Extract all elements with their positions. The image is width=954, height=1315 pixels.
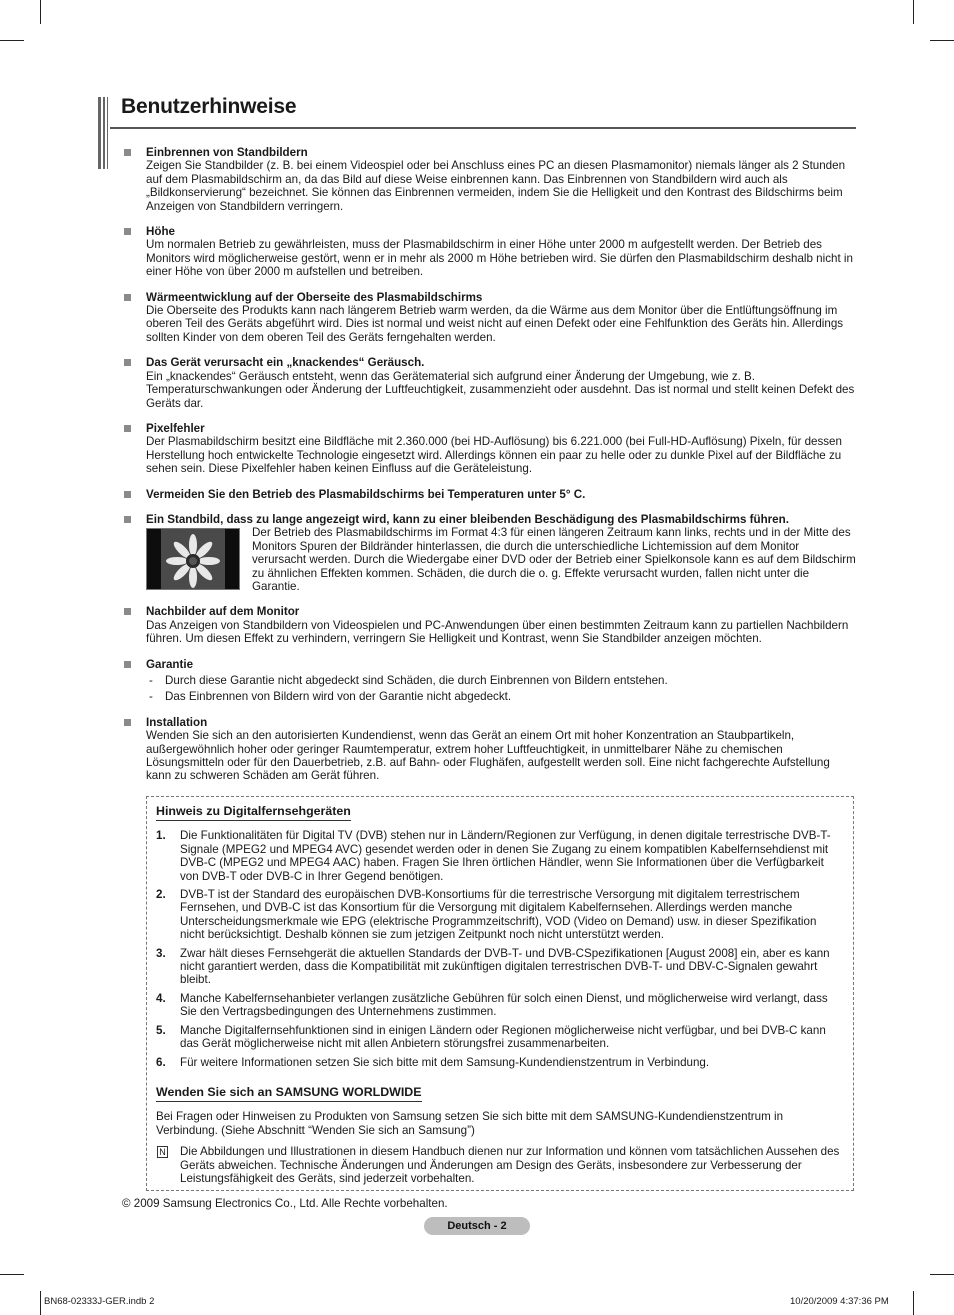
note-text: Die Abbildungen und Illustrationen in diesem Handbuch dienen nur zur Information und können vom tatsächlichen Aussehen des Geräts abweichen. Technische Änderungen und Änderungen am Design des Geräts, insbesondere zur Verbesserung der Leistungsfähigkeit des Geräts, sind jederzeit vorbehalten. (180, 1145, 840, 1185)
bullet-square-icon (124, 149, 131, 156)
list-item: 5. Manche Digitalfernsehfunktionen sind in einigen Ländern oder Regionen möglicherweise nicht verfügbar, und bei DVB-C kann das Gerät möglicherweise nicht mit allen Anbietern störungsfrei zusammenarbeiten. (156, 1023, 826, 1051)
worldwide-body: Bei Fragen oder Hinweisen zu Produkten von Samsung setzen Sie sich bitte mit dem SAMSUNG-Kundendienstzentrum in Verbindung. (Siehe Abschnitt “Wenden Sie sich an Samsung”) (156, 1110, 784, 1137)
section-temperature (122, 488, 856, 501)
section-afterimage (122, 605, 856, 645)
section-body: Wenden Sie sich an den autorisierten Kundendienst, wenn das Gerät an einem Ort mit hoher Konzentration an Staubpartikeln, außergewöhnlich hoher oder geringer Raumtemperatur, extrem hoher Luftfeuchtigkeit, in unmittelbarer Nähe zu chemischen Lösungsmitteln oder für den Dauerbetrieb, z.B. auf Bahn- oder Flughäfen, aufgestellt werden soll. Eine nicht fachgerechte Aufstellung kann zu schweren Schäden am Gerät führen. (146, 729, 830, 783)
bullet-square-icon (124, 228, 131, 235)
crop-mark (913, 0, 914, 24)
section-body: Ein „knackendes“ Geräusch entsteht, wenn das Gerätematerial sich aufgrund einer Änderung der Umgebung, wie z. B. Temperaturschwankungen oder Änderung der Luftfeuchtigkeit, zusammenzieht oder ausdehnt. Das ist normal und stellt keinen Defekt des Geräts dar. (146, 369, 855, 410)
list-item: - Das Einbrennen von Bildern wird von der Garantie nicht abgedeckt. (149, 690, 512, 704)
notice-heading: Hinweis zu Digitalfernsehgeräten (156, 805, 351, 821)
notice-list (156, 829, 843, 1069)
section-body: Der Plasmabildschirm besitzt eine Bildfläche mit 2.360.000 (bei HD-Auflösung) bis 6.221.000 (bei Full-HD-Auflösung) Pixeln, für dessen Herstellung hoch entwickelte Technologie eingesetzt wird. Allerdings können ein paar zu helle oder zu dunkle Pixel auf der Bildfläche zu sehen sein. Diese Pixelfehler haben keinen Einfluss auf die Geräteleistung. (146, 435, 842, 476)
section-heading: Installation (146, 715, 208, 729)
section-heading: Nachbilder auf dem Monitor (146, 605, 300, 619)
section-body: Das Anzeigen von Standbildern von Videospielen und PC-Anwendungen über einen bestimmten Zeitraum kann zu partiellen Nachbildern führen. Um diesen Effekt zu verhindern, verringern Sie Helligkeit und Kontrast, wenn Sie Standbilder anzeigen möchten. (146, 618, 849, 646)
section-heading: Vermeiden Sie den Betrieb des Plasmabildschirms bei Temperaturen unter 5° C. (146, 487, 586, 501)
crop-mark (40, 0, 41, 24)
list-item: 6. Für weitere Informationen setzen Sie sich bitte mit dem Samsung-Kundendienstzentrum in Verbindung. (156, 1055, 710, 1069)
list-item: 1. Die Funktionalitäten für Digital TV (DVB) stehen nur in Ländern/Regionen zur Verfügung, in denen digitale terrestrische DVB-T-Signale (MPEG2 und MPEG4 AVC) gesendet werden oder in denen Sie Zugang zu einem kompatiblen Kabelfernsehdienst mit DVB-C (MPEG2 und MPEG4 AAC) haben. Fragen Sie Ihren örtlichen Händler, wenn Sie Informationen über die Verfügbarkeit von DVB-T oder DVB-C in Ihrer Gegend benötigen. (156, 829, 831, 883)
section-burn-in (122, 146, 856, 213)
list-item: 3. Zwar hält dieses Fernsehgerät die aktuellen Standards der DVB-T- und DVB-CSpezifikationen [August 2008] ein, aber es kann nicht garantiert werden, dass die Kompatibilität mit zukünftigen digitalen terrestrischen DVB-T- und DBV-C-Signalen gewahrt bleibt. (156, 946, 830, 987)
flower-screen-image (146, 528, 240, 590)
crop-mark (913, 1291, 914, 1315)
bullet-square-icon (124, 491, 131, 498)
bullet-square-icon (124, 719, 131, 726)
section-heading: Wärmeentwicklung auf der Oberseite des Plasmabildschirms (146, 290, 483, 304)
note-icon: N (157, 1146, 168, 1158)
section-heading: Pixelfehler (146, 421, 205, 435)
list-item: 4. Manche Kabelfernsehanbieter verlangen zusätzliche Gebühren für solch einen Dienst, und möglicherweise wird verlangt, dass Sie den Vertragsbedingungen des Unternehmens zustimmen. (156, 991, 828, 1019)
list-item: 2. DVB-T ist der Standard des europäischen DVB-Konsortiums für die terrestrische Versorgung mit digitalem terrestrischem Fernsehen, und DVB-C ist das Konsortium für die Versorgung mit digitalem Kabelfernsehen. Allerdings werden manche Unterscheidungsmerkmale wie EPG (elektrische Programmzeitschrift), VOD (Video on Demand) usw. in dieser Spezifikation nicht berücksichtigt. Deshalb können sie zum jetzigen Zeitpunkt noch nicht unterstützt werden. (156, 888, 817, 942)
section-warranty (122, 658, 856, 704)
section-body: Die Oberseite des Produkts kann nach längerem Betrieb warm werden, da die Wärme aus dem Monitor über die Entlüftungsöffnung im oberen Teil des Geräts abgeführt wird. Dies ist normal und weist nicht auf einen Defekt oder eine Fehlfunktion des Geräts hin. Allerdings sollten Kinder von dem oberen Teil des Geräts ferngehalten werden. (146, 304, 844, 344)
bullet-square-icon (124, 425, 131, 432)
section-heading: Ein Standbild, dass zu lange angezeigt wird, kann zu einer bleibenden Beschädigung des Plasmabildschirms führen. (146, 512, 789, 526)
section-heading: Garantie (146, 657, 194, 671)
section-body: Zeigen Sie Standbilder (z. B. bei einem Videospiel oder bei Anschluss eines PC an diesen Plasmamonitor) niemals länger als 2 Stunden auf dem Plasmabildschirm an, da das Bild auf diese Weise einbrennen kann. Das Einbrennen von Standbildern wird auch als „Bildkonservierung“ bezeichnet. Sie können das Einbrennen vermeiden, indem Sie die Helligkeit und den Kontrast des Bildschirms beim Anzeigen von Standbildern verringern. (146, 159, 846, 213)
section-noise (122, 356, 856, 410)
footer-timestamp: 10/20/2009 4:37:36 PM (790, 1296, 889, 1307)
footer-file-info: BN68-02333J-GER.indb 2 (44, 1296, 155, 1307)
section-heading: Höhe (146, 225, 175, 239)
bullet-square-icon (124, 359, 131, 366)
worldwide-heading: Wenden Sie sich an SAMSUNG WORLDWIDE (156, 1086, 422, 1102)
section-still-image (122, 513, 856, 593)
section-installation (122, 716, 856, 783)
copyright: © 2009 Samsung Electronics Co., Ltd. Alle Rechte vorbehalten. (122, 1197, 448, 1210)
section-body: Um normalen Betrieb zu gewährleisten, muss der Plasmabildschirm in einer Höhe unter 2000 m aufgestellt werden. Der Betrieb des Monitors wird möglicherweise gestört, wenn er in mehr als 2000 m Höhe betrieben wird. Sie dürfen den Plasmabildschirm deshalb nicht in einer Höhe von über 2000 m aufstellen und betreiben. (146, 238, 853, 279)
bullet-square-icon (124, 516, 131, 523)
digital-tv-notice-box (146, 796, 854, 1191)
section-heading: Das Gerät verursacht ein „knackendes“ Geräusch. (146, 356, 425, 370)
page-number-badge: Deutsch - 2 (424, 1217, 530, 1235)
section-body: Der Betrieb des Plasmabildschirms im Format 4:3 für einen längeren Zeitraum kann links, rechts und in der Mitte des Monitors Spuren der Bildränder hinterlassen, die durch die unterschiedliche Lichtemission auf dem Monitor verursacht werden. Durch die Wiedergabe einer DVD oder der Betrieb einer Spielkonsole kann es auf dem Bildschirm zu ähnlichen Effekten kommen. Schäden, die durch die o. g. Effekte verursacht wurden, fallen nicht unter die Garantie. (252, 526, 856, 593)
crop-mark (930, 40, 954, 41)
note (156, 1145, 843, 1185)
section-pixel (122, 422, 856, 476)
crop-mark (40, 1291, 41, 1315)
section-altitude (122, 225, 856, 279)
section-figure-row (146, 526, 856, 593)
crop-mark (0, 40, 24, 41)
section-heat (122, 291, 856, 345)
main-content (122, 146, 856, 795)
crop-mark (0, 1274, 24, 1275)
title-rule (110, 127, 856, 129)
page-title: Benutzerhinweise (121, 95, 297, 118)
warranty-list (146, 674, 856, 704)
bullet-square-icon (124, 294, 131, 301)
list-item: - Durch diese Garantie nicht abgedeckt sind Schäden, die durch Einbrennen von Bildern entstehen. (149, 674, 668, 687)
crop-mark (930, 1274, 954, 1275)
bullet-square-icon (124, 661, 131, 668)
section-heading: Einbrennen von Standbildern (146, 146, 308, 159)
bullet-square-icon (124, 608, 131, 615)
